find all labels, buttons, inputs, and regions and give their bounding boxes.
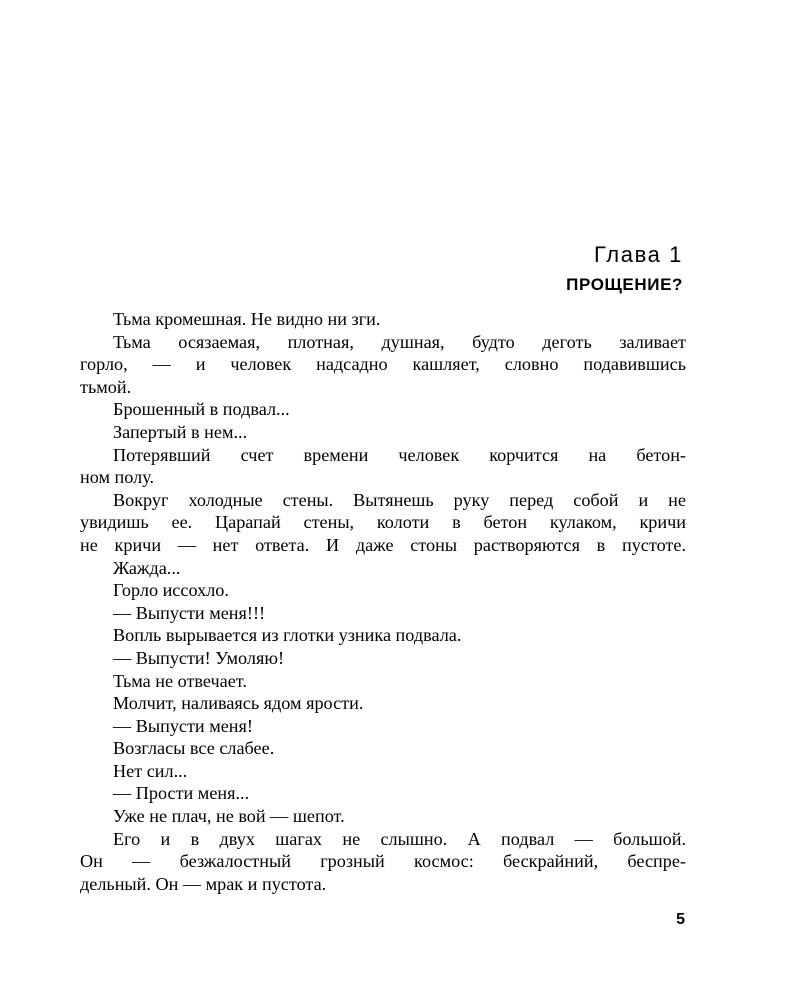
text-line: Жажда... bbox=[113, 557, 181, 578]
text-line: Его и в двух шагах не слышно. А подвал — большой. bbox=[113, 828, 686, 849]
text-line: Он — безжалостный грозный космос: бескрайний, беспре- bbox=[80, 851, 686, 872]
text-line: Тьма кромешная. Не видно ни зги. bbox=[113, 309, 381, 329]
chapter-title: ПРОЩЕНИЕ? bbox=[566, 275, 683, 294]
text-line: горло, — и человек надсадно кашляет, словно подавившись bbox=[80, 354, 686, 375]
text-line: Вокруг холодные стены. Вытянешь руку перед собой и не bbox=[113, 489, 686, 510]
text-line: Горло иссохло. bbox=[113, 580, 229, 601]
page-number: 5 bbox=[676, 911, 685, 928]
text-line: Молчит, наливаясь ядом ярости. bbox=[113, 693, 364, 714]
text-line: Нет сил... bbox=[113, 760, 188, 781]
text-line: Возгласы все слабее. bbox=[113, 738, 275, 759]
text-line: не кричи — нет ответа. И даже стоны растворяются в пустоте. bbox=[80, 534, 686, 555]
text-line: — Выпусти! Умоляю! bbox=[113, 647, 284, 668]
text-line: Тьма не отвечает. bbox=[113, 670, 247, 691]
text-line: — Выпусти меня!!! bbox=[113, 602, 266, 623]
text-line: Вопль вырывается из глотки узника подвала. bbox=[113, 625, 462, 646]
text-line: тьмой. bbox=[80, 376, 132, 397]
text-line: — Прости меня... bbox=[113, 783, 250, 804]
chapter-body-text bbox=[80, 308, 686, 895]
text-line: Тьма осязаемая, плотная, душная, будто деготь заливает bbox=[113, 331, 686, 352]
text-line: — Выпусти меня! bbox=[113, 715, 253, 736]
text-line: увидишь ее. Царапай стены, колоти в бетон кулаком, кричи bbox=[80, 512, 686, 533]
text-line: Потерявший счет времени человек корчится на бетон- bbox=[113, 444, 686, 465]
text-line: Брошенный в подвал... bbox=[113, 399, 290, 420]
text-line: Уже не плач, не вой — шепот. bbox=[113, 806, 345, 827]
text-line: Запертый в нем... bbox=[113, 421, 248, 442]
chapter-number: Глава 1 bbox=[594, 242, 683, 267]
text-line: ном полу. bbox=[80, 467, 155, 488]
text-line: дельный. Он — мрак и пустота. bbox=[80, 873, 327, 894]
